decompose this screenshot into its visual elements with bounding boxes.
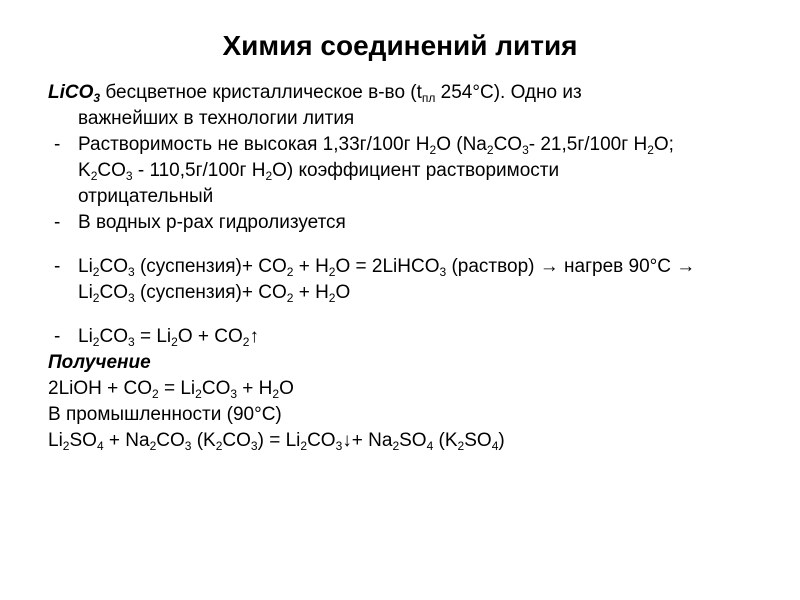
bullet-dash: - [54,212,61,233]
bullet-line: Растворимость не высокая 1,33г/100г $H_2O$ ($Na_2CO_3-$ 21,5г/100г $H_2O$; [78,134,674,157]
bullet-line: $Li_2CO_3$ (суспензия)+ $CO_2 + H_2O$ [78,282,351,305]
intro-line-2: важнейших в технологии лития [78,108,355,129]
bullet-dash: - [54,256,61,277]
slide-title: Химия соединений лития [222,30,578,61]
melting-point-subscript: пл [421,91,436,105]
bullet-line: отрицательный [78,186,214,207]
section-heading: Получение [48,352,151,373]
production-lines [48,376,768,454]
bullet-item [48,324,768,350]
bullet-item [48,132,768,210]
bullet-line: $K_2CO_3 - 110,5г/100г$ $H_2O$) коэффициент растворимости [78,160,560,183]
production-line: $Li_2SO_4 + Na_2CO_3$ $(K_2CO_3)$ = $Li_2CO_3↓+ Na_2SO_4$ $(K_2SO_4)$ [48,430,505,453]
production-line: 2LiOH + $CO_2 = Li_2CO_3 + H_2O$ [48,378,294,401]
bullet-line: $Li_2CO_3 = Li_2O$ + $CO_2↑$ [78,326,259,349]
intro-text: бесцветное кристаллическое в-во (t [100,82,422,103]
bullet-line: $Li_2CO_3$ (суспензия)+ $CO_2 + H_2O$ = 2LiHCO$_3$ (раствор) → нагрев 90°С → [78,256,696,279]
bullet-line: В водных р-рах гидролизуется [78,212,346,233]
bullet-dash: - [54,326,61,347]
bullet-list [48,132,768,350]
bullet-dash: - [54,134,61,155]
slide-content [48,80,768,454]
intro-formula: LiCO$_3$ [48,82,101,105]
production-line: В промышленности (90°С) [48,404,282,425]
bullet-item [48,254,768,306]
intro-line-1: LiCO$_3$ бесцветное кристаллическое в-во ($t_{пл}$ 254°С). Одно из [48,82,582,105]
bullet-item [48,210,768,236]
